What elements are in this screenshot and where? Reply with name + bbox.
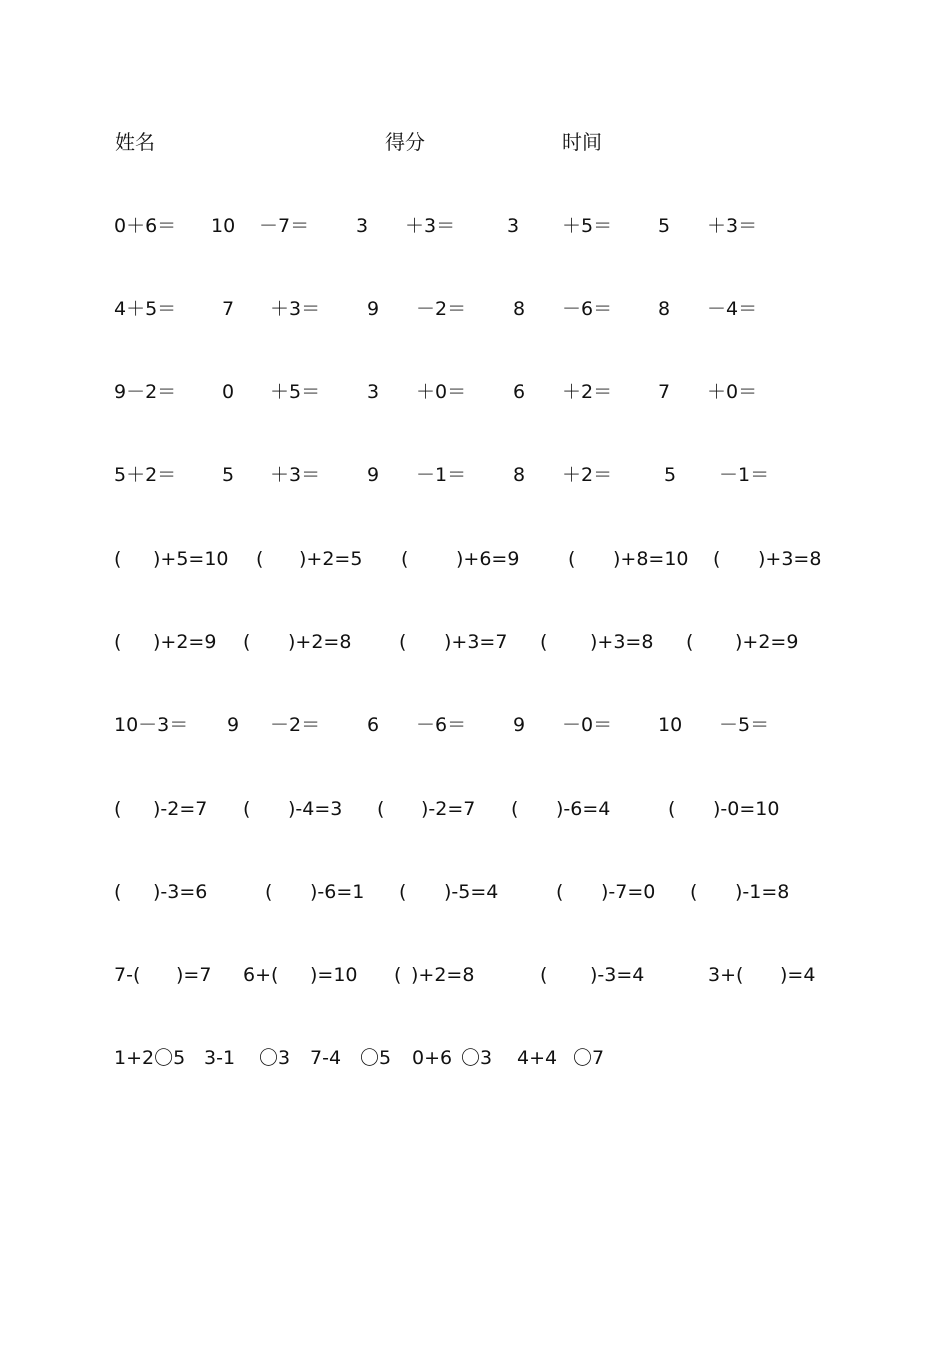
problem-item: ( (540, 631, 548, 653)
problem-item: ( (114, 798, 122, 820)
problem-item: )=10 (310, 964, 358, 986)
problem-item: ( (265, 881, 273, 903)
time-label: 时间 (562, 130, 602, 154)
problem-item: ( (568, 548, 576, 570)
problem-item: )-2=7 (421, 798, 476, 820)
problem-item: ( (511, 798, 519, 820)
problem-item: ＋5＝ (562, 215, 613, 237)
problem-item: 7 (658, 381, 671, 403)
problem-item: －2＝ (270, 714, 321, 736)
problem-item: 5 (664, 464, 677, 486)
problem-item: )+2=8 (411, 964, 475, 986)
name-label: 姓名 (115, 130, 155, 154)
problem-item: )+5=10 (153, 548, 229, 570)
problem-item: 0 (222, 381, 235, 403)
problem-item: ( (243, 631, 251, 653)
problem-item: 8 (513, 298, 526, 320)
problem-item: ＋2＝ (562, 381, 613, 403)
problem-item: ( (399, 881, 407, 903)
problem-item: 5 (658, 215, 671, 237)
problem-item: 9 (513, 714, 526, 736)
problem-item: ＋0＝ (707, 381, 758, 403)
problem-item: 7-( (114, 964, 141, 986)
problem-item: －5＝ (719, 714, 770, 736)
problem-item: )-7=0 (601, 881, 656, 903)
problem-item: 6+( (243, 964, 279, 986)
problem-item: －1＝ (416, 464, 467, 486)
problem-item: －6＝ (562, 298, 613, 320)
problem-item: 〇3 (259, 1047, 291, 1069)
problem-item: )+2=8 (288, 631, 352, 653)
problem-item: 8 (513, 464, 526, 486)
problem-item: 9 (367, 464, 380, 486)
problem-item: 6 (513, 381, 526, 403)
problem-item: )-3=6 (153, 881, 208, 903)
problem-item: 9 (227, 714, 240, 736)
problem-item: ( (713, 548, 721, 570)
problem-item: －7＝ (259, 215, 310, 237)
problem-item: )+2=9 (735, 631, 799, 653)
problem-item: 〇5 (360, 1047, 392, 1069)
problem-item: )+3=8 (590, 631, 654, 653)
problem-item: 7-4 (310, 1047, 342, 1069)
problem-item: 9－2＝ (114, 381, 177, 403)
problem-item: )-4=3 (288, 798, 343, 820)
problem-item: ( (243, 798, 251, 820)
problem-item: ＋0＝ (416, 381, 467, 403)
problem-item: ＋3＝ (270, 298, 321, 320)
problem-item: ( (686, 631, 694, 653)
problem-item: 7 (222, 298, 235, 320)
problem-item: ( (399, 631, 407, 653)
problem-item: 6 (367, 714, 380, 736)
problem-item: ＋3＝ (707, 215, 758, 237)
problem-item: 1+2〇5 (114, 1047, 186, 1069)
problem-item: ( (394, 964, 402, 986)
problem-item: 10 (658, 714, 683, 736)
problem-item: ( (114, 881, 122, 903)
problem-item: )+2=9 (153, 631, 217, 653)
problem-item: ( (114, 631, 122, 653)
problem-item: 0+6 (412, 1047, 453, 1069)
problem-item: 10－3＝ (114, 714, 189, 736)
problem-item: ( (377, 798, 385, 820)
problem-item: 3-1 (204, 1047, 236, 1069)
problem-item: ( (256, 548, 264, 570)
problem-item: )-0=10 (713, 798, 780, 820)
problem-item: 4+4 (517, 1047, 558, 1069)
problem-item: 3+( (708, 964, 744, 986)
problem-item: －1＝ (719, 464, 770, 486)
problem-item: ＋5＝ (270, 381, 321, 403)
problem-item: )+3=7 (444, 631, 508, 653)
problem-item: )+3=8 (758, 548, 822, 570)
problem-item: 5＋2＝ (114, 464, 177, 486)
problem-item: )-5=4 (444, 881, 499, 903)
problem-item: －0＝ (562, 714, 613, 736)
problem-item: 〇7 (573, 1047, 605, 1069)
problem-item: )=7 (176, 964, 212, 986)
problem-item: ＋3＝ (405, 215, 456, 237)
problem-item: ＋3＝ (270, 464, 321, 486)
problem-item: 3 (356, 215, 369, 237)
problem-item: ( (556, 881, 564, 903)
problem-item: 8 (658, 298, 671, 320)
problem-item: )-2=7 (153, 798, 208, 820)
problem-item: 5 (222, 464, 235, 486)
problem-item: )-1=8 (735, 881, 790, 903)
problem-item: )=4 (780, 964, 816, 986)
score-label: 得分 (385, 130, 425, 154)
problem-item: 0＋6＝ (114, 215, 177, 237)
problem-item: 3 (507, 215, 520, 237)
problem-item: ( (401, 548, 409, 570)
problem-item: ( (114, 548, 122, 570)
problem-item: )-6=4 (556, 798, 611, 820)
problem-item: )-3=4 (590, 964, 645, 986)
problem-item: 10 (211, 215, 236, 237)
problem-item: ( (668, 798, 676, 820)
problem-item: －2＝ (416, 298, 467, 320)
problem-item: )+8=10 (613, 548, 689, 570)
problem-item: )+2=5 (299, 548, 363, 570)
problem-item: 4＋5＝ (114, 298, 177, 320)
problem-item: －4＝ (707, 298, 758, 320)
problem-item: ＋2＝ (562, 464, 613, 486)
problem-item: 9 (367, 298, 380, 320)
problem-item: ( (540, 964, 548, 986)
problem-item: ( (690, 881, 698, 903)
problem-item: )-6=1 (310, 881, 365, 903)
problem-item: 〇3 (461, 1047, 493, 1069)
problem-item: －6＝ (416, 714, 467, 736)
problem-item: )+6=9 (456, 548, 520, 570)
problem-item: 3 (367, 381, 380, 403)
